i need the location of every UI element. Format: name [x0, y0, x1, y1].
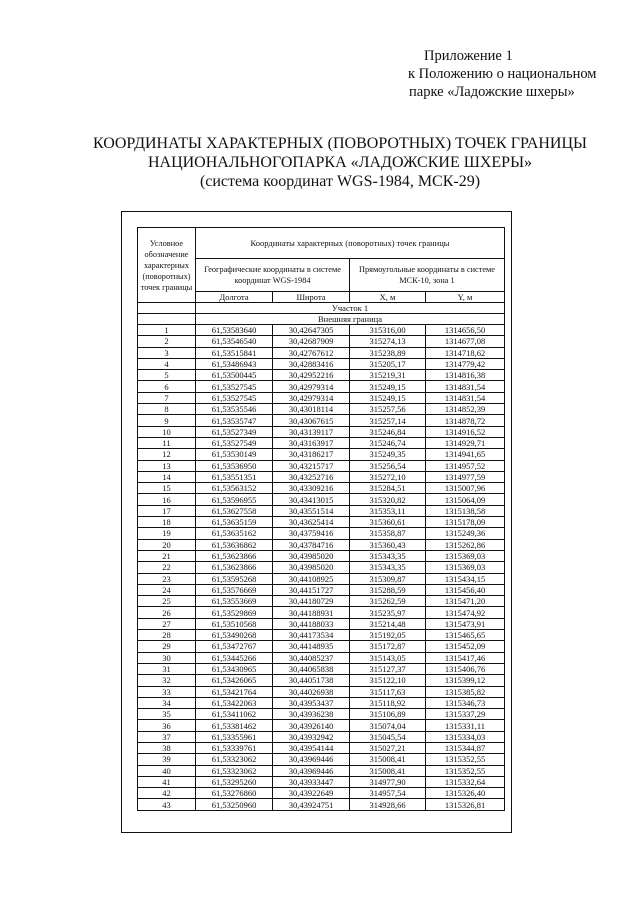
point-number-cell: 9	[138, 415, 196, 426]
point-number-cell: 29	[138, 641, 196, 652]
table-row	[138, 788, 505, 799]
x-coordinate-cell: 315249,15	[350, 381, 426, 392]
point-number-cell: 3	[138, 347, 196, 358]
table-row	[138, 765, 505, 776]
y-coordinate-cell: 1315352,55	[426, 765, 505, 776]
y-coordinate-cell: 1315471,20	[426, 596, 505, 607]
x-coordinate-cell: 315122,10	[350, 675, 426, 686]
latitude-cell: 30,43922649	[273, 788, 350, 799]
point-number-cell: 25	[138, 596, 196, 607]
table-row	[138, 358, 505, 369]
table-row	[138, 720, 505, 731]
x-coordinate-cell: 314977,90	[350, 776, 426, 787]
x-coordinate-cell: 315284,51	[350, 483, 426, 494]
latitude-cell: 30,44026938	[273, 686, 350, 697]
x-coordinate-cell: 315205,17	[350, 358, 426, 369]
latitude-cell: 30,44180729	[273, 596, 350, 607]
y-coordinate-cell: 1315473,91	[426, 618, 505, 629]
latitude-cell: 30,43163917	[273, 437, 350, 448]
y-coordinate-cell: 1315417,46	[426, 652, 505, 663]
header-rectangular: Прямоугольные координаты в системе МСК-10, зона 1	[350, 259, 505, 292]
point-number-cell: 42	[138, 788, 196, 799]
x-coordinate-cell: 315360,43	[350, 539, 426, 550]
point-number-cell: 39	[138, 754, 196, 765]
subsection-blank-cell	[138, 314, 196, 325]
latitude-cell: 30,43969446	[273, 765, 350, 776]
x-coordinate-cell: 315127,37	[350, 663, 426, 674]
table-row	[138, 505, 505, 516]
table-row	[138, 426, 505, 437]
column-header-y: Y, м	[426, 292, 505, 303]
point-number-cell: 24	[138, 584, 196, 595]
point-number-cell: 1	[138, 325, 196, 336]
point-number-cell: 35	[138, 709, 196, 720]
y-coordinate-cell: 1314656,50	[426, 325, 505, 336]
section-label: Участок 1	[196, 303, 505, 314]
x-coordinate-cell: 315219,31	[350, 370, 426, 381]
point-number-cell: 11	[138, 437, 196, 448]
point-number-cell: 38	[138, 742, 196, 753]
y-coordinate-cell: 1314677,08	[426, 336, 505, 347]
table-row	[138, 325, 505, 336]
longitude-cell: 61,53500445	[196, 370, 273, 381]
longitude-cell: 61,53510568	[196, 618, 273, 629]
longitude-cell: 61,53339761	[196, 742, 273, 753]
y-coordinate-cell: 1315385,82	[426, 686, 505, 697]
latitude-cell: 30,43413015	[273, 494, 350, 505]
y-coordinate-cell: 1315334,03	[426, 731, 505, 742]
longitude-cell: 61,53426065	[196, 675, 273, 686]
y-coordinate-cell: 1315178,09	[426, 517, 505, 528]
longitude-cell: 61,53596955	[196, 494, 273, 505]
point-number-cell: 12	[138, 449, 196, 460]
longitude-cell: 61,53546540	[196, 336, 273, 347]
table-row	[138, 776, 505, 787]
longitude-cell: 61,53381462	[196, 720, 273, 731]
x-coordinate-cell: 315316,00	[350, 325, 426, 336]
x-coordinate-cell: 315343,35	[350, 562, 426, 573]
header-coordinates: Координаты характерных (поворотных) точек границы	[196, 228, 505, 259]
y-coordinate-cell: 1315434,15	[426, 573, 505, 584]
table-row	[138, 652, 505, 663]
y-coordinate-cell: 1314957,52	[426, 460, 505, 471]
longitude-cell: 61,53623866	[196, 550, 273, 561]
longitude-cell: 61,53636862	[196, 539, 273, 550]
x-coordinate-cell: 315274,13	[350, 336, 426, 347]
table-row	[138, 573, 505, 584]
longitude-cell: 61,53535546	[196, 404, 273, 415]
y-coordinate-cell: 1314831,54	[426, 392, 505, 403]
y-coordinate-cell: 1314916,52	[426, 426, 505, 437]
y-coordinate-cell: 1315474,92	[426, 607, 505, 618]
longitude-cell: 61,53355961	[196, 731, 273, 742]
longitude-cell: 61,53430965	[196, 663, 273, 674]
x-coordinate-cell: 315172,87	[350, 641, 426, 652]
y-coordinate-cell: 1315332,64	[426, 776, 505, 787]
x-coordinate-cell: 315008,41	[350, 754, 426, 765]
table-row	[138, 618, 505, 629]
appendix-line-1: Приложение 1	[424, 48, 513, 64]
table-row	[138, 392, 505, 403]
point-number-cell: 8	[138, 404, 196, 415]
point-number-cell: 26	[138, 607, 196, 618]
latitude-cell: 30,43186217	[273, 449, 350, 460]
longitude-cell: 61,53551351	[196, 471, 273, 482]
y-coordinate-cell: 1315138,58	[426, 505, 505, 516]
latitude-cell: 30,42979314	[273, 381, 350, 392]
y-coordinate-cell: 1315007,96	[426, 483, 505, 494]
x-coordinate-cell: 315249,35	[350, 449, 426, 460]
x-coordinate-cell: 315262,59	[350, 596, 426, 607]
point-number-cell: 30	[138, 652, 196, 663]
x-coordinate-cell: 315257,56	[350, 404, 426, 415]
appendix-line-3: парке «Ладожские шхеры»	[409, 84, 575, 100]
y-coordinate-cell: 1314718,62	[426, 347, 505, 358]
longitude-cell: 61,53635159	[196, 517, 273, 528]
table-row	[138, 415, 505, 426]
y-coordinate-cell: 1314831,54	[426, 381, 505, 392]
y-coordinate-cell: 1315344,87	[426, 742, 505, 753]
y-coordinate-cell: 1315406,76	[426, 663, 505, 674]
point-number-cell: 32	[138, 675, 196, 686]
x-coordinate-cell: 315256,54	[350, 460, 426, 471]
section-blank-cell	[138, 303, 196, 314]
longitude-cell: 61,53576669	[196, 584, 273, 595]
latitude-cell: 30,43551514	[273, 505, 350, 516]
header-point-symbol: Условное обозначение характерных (поворотных) точек границы	[138, 228, 196, 303]
y-coordinate-cell: 1315064,09	[426, 494, 505, 505]
latitude-cell: 30,43985020	[273, 550, 350, 561]
x-coordinate-cell: 315320,82	[350, 494, 426, 505]
latitude-cell: 30,42883416	[273, 358, 350, 369]
y-coordinate-cell: 1314941,65	[426, 449, 505, 460]
x-coordinate-cell: 315027,21	[350, 742, 426, 753]
x-coordinate-cell: 315272,10	[350, 471, 426, 482]
longitude-cell: 61,53472767	[196, 641, 273, 652]
table-row	[138, 336, 505, 347]
y-coordinate-cell: 1315326,40	[426, 788, 505, 799]
point-number-cell: 18	[138, 517, 196, 528]
longitude-cell: 61,53323062	[196, 765, 273, 776]
y-coordinate-cell: 1314852,39	[426, 404, 505, 415]
point-number-cell: 40	[138, 765, 196, 776]
point-number-cell: 14	[138, 471, 196, 482]
longitude-cell: 61,53635162	[196, 528, 273, 539]
x-coordinate-cell: 315118,92	[350, 697, 426, 708]
point-number-cell: 28	[138, 630, 196, 641]
table-row	[138, 754, 505, 765]
x-coordinate-cell: 315343,35	[350, 550, 426, 561]
latitude-cell: 30,44151727	[273, 584, 350, 595]
latitude-cell: 30,44173534	[273, 630, 350, 641]
appendix-header	[408, 47, 597, 101]
table-row	[138, 584, 505, 595]
latitude-cell: 30,44051738	[273, 675, 350, 686]
latitude-cell: 30,43309216	[273, 483, 350, 494]
y-coordinate-cell: 1315452,09	[426, 641, 505, 652]
point-number-cell: 37	[138, 731, 196, 742]
table-row	[138, 675, 505, 686]
x-coordinate-cell: 315214,48	[350, 618, 426, 629]
x-coordinate-cell: 315074,04	[350, 720, 426, 731]
latitude-cell: 30,43139117	[273, 426, 350, 437]
table-row	[138, 517, 505, 528]
point-number-cell: 2	[138, 336, 196, 347]
point-number-cell: 22	[138, 562, 196, 573]
table-row	[138, 483, 505, 494]
point-number-cell: 21	[138, 550, 196, 561]
point-number-cell: 36	[138, 720, 196, 731]
x-coordinate-cell: 315360,61	[350, 517, 426, 528]
y-coordinate-cell: 1315337,29	[426, 709, 505, 720]
longitude-cell: 61,53250960	[196, 799, 273, 810]
y-coordinate-cell: 1315352,55	[426, 754, 505, 765]
table-row	[138, 709, 505, 720]
table-row	[138, 437, 505, 448]
x-coordinate-cell: 315045,54	[350, 731, 426, 742]
table-row	[138, 799, 505, 810]
x-coordinate-cell: 315249,15	[350, 392, 426, 403]
x-coordinate-cell: 315192,05	[350, 630, 426, 641]
point-number-cell: 6	[138, 381, 196, 392]
point-number-cell: 10	[138, 426, 196, 437]
y-coordinate-cell: 1315326,81	[426, 799, 505, 810]
table-row	[138, 494, 505, 505]
point-number-cell: 15	[138, 483, 196, 494]
longitude-cell: 61,53530149	[196, 449, 273, 460]
latitude-cell: 30,43953437	[273, 697, 350, 708]
latitude-cell: 30,44108925	[273, 573, 350, 584]
point-number-cell: 31	[138, 663, 196, 674]
y-coordinate-cell: 1315369,03	[426, 550, 505, 561]
table-row	[138, 347, 505, 358]
point-number-cell: 19	[138, 528, 196, 539]
longitude-cell: 61,53295260	[196, 776, 273, 787]
longitude-cell: 61,53422063	[196, 697, 273, 708]
latitude-cell: 30,43759416	[273, 528, 350, 539]
longitude-cell: 61,53323062	[196, 754, 273, 765]
x-coordinate-cell: 315106,89	[350, 709, 426, 720]
table-row	[138, 742, 505, 753]
longitude-cell: 61,53527545	[196, 392, 273, 403]
x-coordinate-cell: 315246,84	[350, 426, 426, 437]
table-row	[138, 562, 505, 573]
table-row	[138, 528, 505, 539]
table-row	[138, 630, 505, 641]
table-row	[138, 449, 505, 460]
latitude-cell: 30,43936238	[273, 709, 350, 720]
x-coordinate-cell: 315358,87	[350, 528, 426, 539]
longitude-cell: 61,53527349	[196, 426, 273, 437]
longitude-cell: 61,53490268	[196, 630, 273, 641]
x-coordinate-cell: 314957,54	[350, 788, 426, 799]
table-row	[138, 471, 505, 482]
x-coordinate-cell: 315117,63	[350, 686, 426, 697]
y-coordinate-cell: 1315399,12	[426, 675, 505, 686]
table-row	[138, 697, 505, 708]
longitude-cell: 61,53623866	[196, 562, 273, 573]
x-coordinate-cell: 315257,14	[350, 415, 426, 426]
point-number-cell: 33	[138, 686, 196, 697]
table-row	[138, 663, 505, 674]
longitude-cell: 61,53276860	[196, 788, 273, 799]
latitude-cell: 30,43954144	[273, 742, 350, 753]
table-row	[138, 550, 505, 561]
latitude-cell: 30,43924751	[273, 799, 350, 810]
x-coordinate-cell: 315288,59	[350, 584, 426, 595]
point-number-cell: 7	[138, 392, 196, 403]
longitude-cell: 61,53536950	[196, 460, 273, 471]
appendix-line-2: к Положению о национальном	[408, 66, 597, 82]
title-line-1: КООРДИНАТЫ ХАРАКТЕРНЫХ (ПОВОРОТНЫХ) ТОЧЕК ГРАНИЦЫ	[93, 135, 587, 152]
longitude-cell: 61,53486943	[196, 358, 273, 369]
latitude-cell: 30,43067615	[273, 415, 350, 426]
y-coordinate-cell: 1314878,72	[426, 415, 505, 426]
document-title	[60, 134, 620, 191]
table-row	[138, 370, 505, 381]
point-number-cell: 43	[138, 799, 196, 810]
x-coordinate-cell: 315353,11	[350, 505, 426, 516]
latitude-cell: 30,43969446	[273, 754, 350, 765]
column-header-x: X, м	[350, 292, 426, 303]
latitude-cell: 30,44085237	[273, 652, 350, 663]
table-row	[138, 686, 505, 697]
header-geographic: Географические координаты в системе координат WGS-1984	[196, 259, 350, 292]
point-number-cell: 23	[138, 573, 196, 584]
table-body	[138, 325, 505, 811]
coordinates-table	[137, 227, 505, 811]
column-header-longitude: Долгота	[196, 292, 273, 303]
point-number-cell: 13	[138, 460, 196, 471]
latitude-cell: 30,43018114	[273, 404, 350, 415]
x-coordinate-cell: 315246,74	[350, 437, 426, 448]
longitude-cell: 61,53421764	[196, 686, 273, 697]
longitude-cell: 61,53411062	[196, 709, 273, 720]
latitude-cell: 30,43252716	[273, 471, 350, 482]
longitude-cell: 61,53445266	[196, 652, 273, 663]
longitude-cell: 61,53515841	[196, 347, 273, 358]
y-coordinate-cell: 1315456,40	[426, 584, 505, 595]
latitude-cell: 30,42687909	[273, 336, 350, 347]
title-line-2: НАЦИОНАЛЬНОГОПАРКА «ЛАДОЖСКИЕ ШХЕРЫ»	[147, 154, 533, 171]
longitude-cell: 61,53627558	[196, 505, 273, 516]
longitude-cell: 61,53553669	[196, 596, 273, 607]
table-row	[138, 641, 505, 652]
longitude-cell: 61,53527549	[196, 437, 273, 448]
longitude-cell: 61,53595268	[196, 573, 273, 584]
point-number-cell: 5	[138, 370, 196, 381]
y-coordinate-cell: 1315346,73	[426, 697, 505, 708]
latitude-cell: 30,43926140	[273, 720, 350, 731]
longitude-cell: 61,53563152	[196, 483, 273, 494]
point-number-cell: 16	[138, 494, 196, 505]
latitude-cell: 30,44188931	[273, 607, 350, 618]
latitude-cell: 30,43932942	[273, 731, 350, 742]
point-number-cell: 34	[138, 697, 196, 708]
point-number-cell: 4	[138, 358, 196, 369]
table-row	[138, 381, 505, 392]
table-row	[138, 460, 505, 471]
y-coordinate-cell: 1315331,11	[426, 720, 505, 731]
table-row	[138, 607, 505, 618]
x-coordinate-cell: 315309,87	[350, 573, 426, 584]
longitude-cell: 61,53535747	[196, 415, 273, 426]
table-row	[138, 539, 505, 550]
x-coordinate-cell: 315235,97	[350, 607, 426, 618]
latitude-cell: 30,44148935	[273, 641, 350, 652]
longitude-cell: 61,53583640	[196, 325, 273, 336]
table-row	[138, 404, 505, 415]
latitude-cell: 30,43933447	[273, 776, 350, 787]
x-coordinate-cell: 315008,41	[350, 765, 426, 776]
point-number-cell: 41	[138, 776, 196, 787]
table-row	[138, 731, 505, 742]
longitude-cell: 61,53527545	[196, 381, 273, 392]
x-coordinate-cell: 314928,66	[350, 799, 426, 810]
column-header-latitude: Широта	[273, 292, 350, 303]
latitude-cell: 30,43625414	[273, 517, 350, 528]
latitude-cell: 30,43215717	[273, 460, 350, 471]
table-row	[138, 596, 505, 607]
y-coordinate-cell: 1315369,03	[426, 562, 505, 573]
y-coordinate-cell: 1314977,59	[426, 471, 505, 482]
y-coordinate-cell: 1315249,36	[426, 528, 505, 539]
title-line-3: (система координат WGS-1984, МСК-29)	[199, 173, 481, 190]
point-number-cell: 17	[138, 505, 196, 516]
y-coordinate-cell: 1314779,42	[426, 358, 505, 369]
longitude-cell: 61,53529869	[196, 607, 273, 618]
y-coordinate-cell: 1315465,65	[426, 630, 505, 641]
latitude-cell: 30,42647305	[273, 325, 350, 336]
latitude-cell: 30,42767612	[273, 347, 350, 358]
point-number-cell: 20	[138, 539, 196, 550]
point-number-cell: 27	[138, 618, 196, 629]
latitude-cell: 30,44188033	[273, 618, 350, 629]
latitude-cell: 30,42952216	[273, 370, 350, 381]
y-coordinate-cell: 1314816,38	[426, 370, 505, 381]
y-coordinate-cell: 1315262,86	[426, 539, 505, 550]
y-coordinate-cell: 1314929,71	[426, 437, 505, 448]
x-coordinate-cell: 315238,89	[350, 347, 426, 358]
latitude-cell: 30,43784716	[273, 539, 350, 550]
subsection-label: Внешняя граница	[196, 314, 505, 325]
latitude-cell: 30,43985020	[273, 562, 350, 573]
latitude-cell: 30,44065838	[273, 663, 350, 674]
x-coordinate-cell: 315143,05	[350, 652, 426, 663]
latitude-cell: 30,42979314	[273, 392, 350, 403]
